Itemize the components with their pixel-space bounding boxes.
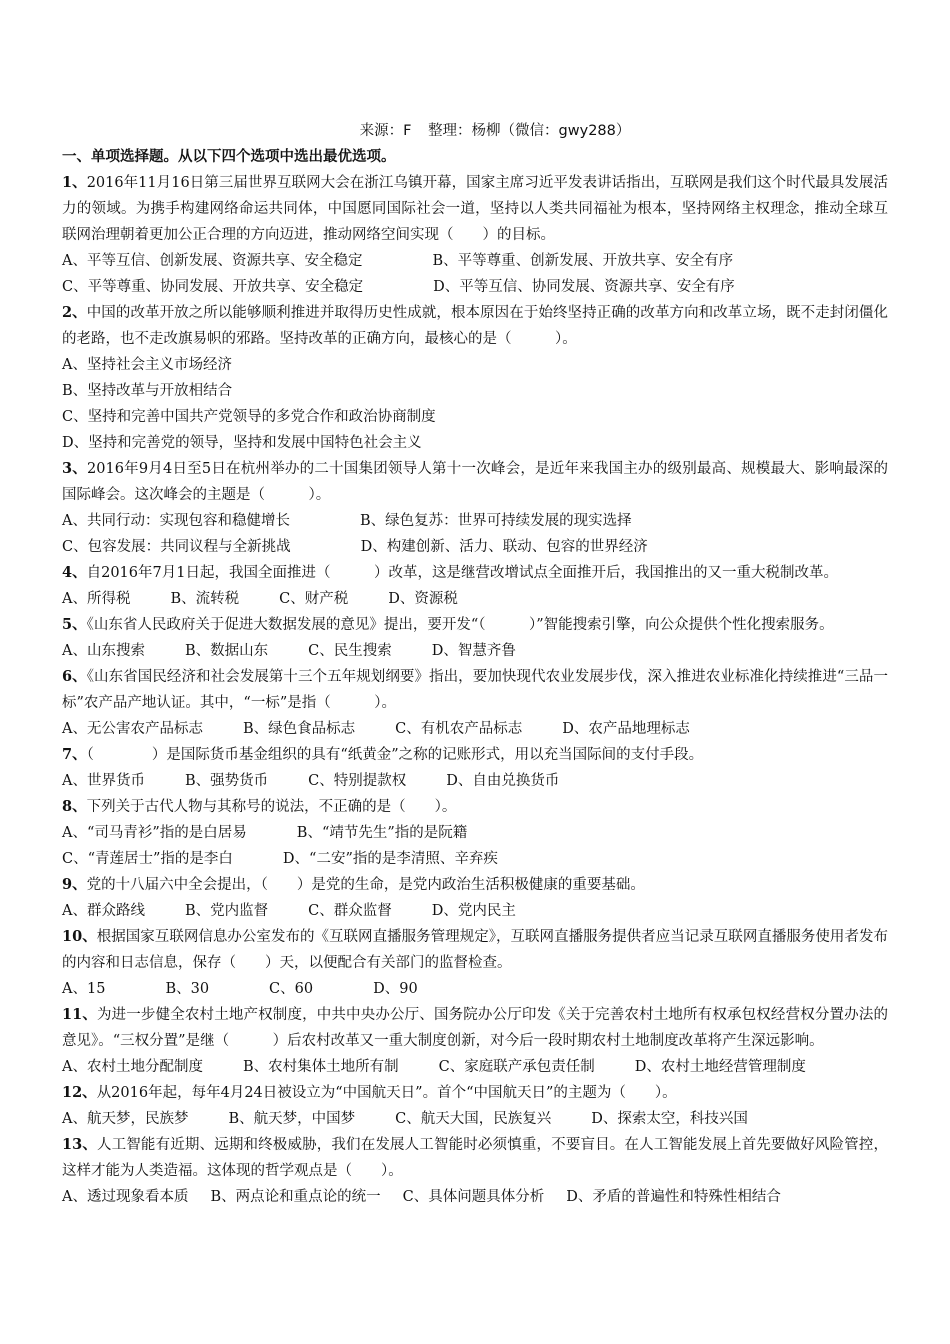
answer-option: C、特别提款权: [308, 773, 407, 789]
answer-option: C、坚持和完善中国共产党领导的多党合作和政治协商制度: [62, 409, 436, 425]
answer-option: C、“青莲居士”指的是李白: [62, 851, 233, 867]
answer-option: A、山东搜索: [62, 643, 145, 659]
question-number: 5、: [62, 616, 87, 633]
answer-option: B、数据山东: [184, 643, 269, 659]
option-line: [62, 716, 888, 742]
answer-option: A、世界货币: [62, 773, 145, 789]
option-line: [62, 508, 888, 534]
question-text: 2016年9月4日至5日在杭州举办的二十国集团领导人第十一次峰会，是近年来我国主办的级别最高、规模最大、影响最深的国际峰会。这次峰会的主题是（ ）。: [62, 461, 889, 503]
option-line: [62, 820, 888, 846]
answer-option: B、平等尊重、创新发展、开放共享、安全有序: [432, 253, 734, 269]
question-text: 党的十八届六中全会提出，（ ）是党的生命，是党内政治生活积极健康的重要基础。: [86, 877, 645, 893]
compiler-label: 整理：杨柳（微信：gwy288）: [428, 123, 631, 139]
question: [62, 872, 888, 898]
question-text: 2016年11月16日第三届世界互联网大会在浙江乌镇开幕，国家主席习近平发表讲话指出，互联网是我们这个时代最具发展活力的领域。为携手构建网络命运共同体，中国愿同国际社会一道，坚持以人类共同福祉为根本，坚持网络主权理念，推动全球互联网治理朝着更加公正合理的方向迈进，推动网络空间实现（ ）的目标。: [62, 175, 888, 243]
answer-option: D、矛盾的普遍性和特殊性相结合: [566, 1189, 781, 1205]
option-line: [62, 1106, 888, 1132]
answer-option: B、农村集体土地所有制: [242, 1059, 399, 1075]
answer-option: A、农村土地分配制度: [62, 1059, 203, 1075]
option-line: [62, 430, 888, 456]
option-line: [62, 378, 888, 404]
answer-option: B、流转税: [170, 591, 240, 607]
question: [62, 1132, 888, 1184]
answer-option: A、无公害农产品标志: [62, 721, 203, 737]
answer-option: C、有机农产品标志: [395, 721, 523, 737]
question-number: 7、: [62, 746, 87, 763]
question: [62, 664, 888, 716]
question-number: 2、: [62, 304, 87, 321]
option-line: [62, 586, 888, 612]
answer-option: B、两点论和重点论的统一: [210, 1189, 381, 1205]
answer-option: D、农村土地经营管理制度: [634, 1059, 806, 1075]
answer-option: A、群众路线: [62, 903, 145, 919]
question-text: 中国的改革开放之所以能够顺利推进并取得历史性成就，根本原因在于始终坚持正确的改革方向和改革立场，既不走封闭僵化的老路，也不走改旗易帜的邪路。坚持改革的正确方向，最核心的是（ ）。: [62, 305, 888, 347]
answer-option: C、航天大国，民族复兴: [395, 1111, 552, 1127]
section-title: 一、单项选择题。从以下四个选项中选出最优选项。: [62, 149, 396, 165]
answer-option: B、航天梦，中国梦: [228, 1111, 356, 1127]
answer-option: C、群众监督: [308, 903, 392, 919]
answer-option: A、所得税: [62, 591, 131, 607]
source-header: [62, 118, 888, 144]
answer-option: B、党内监督: [184, 903, 269, 919]
question-text: 《山东省人民政府关于促进大数据发展的意见》提出，要开发“（ ）”智能搜索引擎，向公众提供个性化搜索服务。: [86, 617, 834, 633]
answer-option: D、“二安”指的是李清照、辛弃疾: [282, 851, 498, 867]
answer-option: D、构建创新、活力、联动、包容的世界经济: [360, 539, 648, 555]
question: [62, 1080, 888, 1106]
option-line: [62, 976, 888, 1002]
question: [62, 300, 888, 352]
answer-option: B、坚持改革与开放相结合: [62, 383, 233, 399]
question-text: 人工智能有近期、远期和终极威胁，我们在发展人工智能时必须慎重，不要盲目。在人工智能发展上首先要做好风险管控，这样才能为人类造福。这体现的哲学观点是（ ）。: [62, 1137, 888, 1179]
answer-option: A、共同行动：实现包容和稳健增长: [62, 513, 290, 529]
option-line: [62, 248, 888, 274]
answer-option: B、绿色复苏：世界可持续发展的现实选择: [359, 513, 632, 529]
question-number: 4、: [62, 564, 87, 581]
question-number: 10、: [62, 928, 97, 945]
question-text: 自2016年7月1日起，我国全面推进（ ）改革，这是继营改增试点全面推开后，我国推出的又一重大税制改革。: [86, 565, 838, 581]
answer-option: A、15: [62, 981, 106, 997]
answer-option: A、“司马青衫”指的是白居易: [62, 825, 247, 841]
question-number: 9、: [62, 876, 87, 893]
question-list: [62, 170, 888, 1210]
question-number: 1、: [62, 174, 87, 191]
option-line: [62, 1054, 888, 1080]
answer-option: D、智慧齐鲁: [431, 643, 516, 659]
answer-option: A、航天梦，民族梦: [62, 1111, 189, 1127]
answer-option: D、探索太空，科技兴国: [591, 1111, 748, 1127]
answer-option: A、坚持社会主义市场经济: [62, 357, 232, 373]
answer-option: D、党内民主: [431, 903, 516, 919]
option-line: [62, 534, 888, 560]
question-text: （ ）是国际货币基金组织的具有“纸黄金”之称的记账形式，用以充当国际间的支付手段。: [86, 747, 704, 763]
answer-option: C、平等尊重、协同发展、开放共享、安全稳定: [62, 279, 364, 295]
question-text: 从2016年起，每年4月24日被设立为“中国航天日”。首个“中国航天日”的主题为（ ）。: [96, 1085, 677, 1101]
answer-option: D、资源税: [388, 591, 458, 607]
answer-option: C、包容发展：共同议程与全新挑战: [62, 539, 291, 555]
question: [62, 456, 888, 508]
question-number: 8、: [62, 798, 87, 815]
question-number: 3、: [62, 460, 88, 477]
question: [62, 794, 888, 820]
answer-option: C、家庭联产承包责任制: [438, 1059, 595, 1075]
answer-option: D、90: [373, 981, 418, 997]
answer-option: D、坚持和完善党的领导，坚持和发展中国特色社会主义: [62, 435, 422, 451]
option-line: [62, 352, 888, 378]
question: [62, 742, 888, 768]
source-label: 来源：F: [359, 123, 412, 139]
question: [62, 560, 888, 586]
option-line: [62, 1184, 888, 1210]
option-line: [62, 846, 888, 872]
document-page: [62, 118, 888, 1210]
question: [62, 612, 888, 638]
answer-option: D、平等互信、协同发展、资源共享、安全有序: [433, 279, 735, 295]
question: [62, 1002, 888, 1054]
answer-option: C、财产税: [279, 591, 349, 607]
option-line: [62, 768, 888, 794]
answer-option: A、透过现象看本质: [62, 1189, 189, 1205]
question-number: 11、: [62, 1006, 97, 1023]
option-line: [62, 638, 888, 664]
question-text: 为进一步健全农村土地产权制度，中共中央办公厅、国务院办公厅印发《关于完善农村土地所有权承包权经营权分置办法的意见》。“三权分置”是继（ ）后农村改革又一重大制度创新，对今后一段时期农村土地制度改革将产生深远影响。: [62, 1007, 888, 1049]
question: [62, 924, 888, 976]
question-number: 6、: [62, 668, 87, 685]
answer-option: D、自由兑换货币: [446, 773, 560, 789]
answer-option: C、60: [269, 981, 314, 997]
option-line: [62, 404, 888, 430]
answer-option: C、民生搜索: [308, 643, 392, 659]
option-line: [62, 274, 888, 300]
answer-option: B、30: [165, 981, 210, 997]
answer-option: B、绿色食品标志: [242, 721, 356, 737]
answer-option: B、“靖节先生”指的是阮籍: [296, 825, 468, 841]
answer-option: C、具体问题具体分析: [402, 1189, 545, 1205]
option-line: [62, 898, 888, 924]
answer-option: D、农产品地理标志: [562, 721, 690, 737]
question-text: 下列关于古代人物与其称号的说法，不正确的是（ ）。: [86, 799, 457, 815]
question-number: 12、: [62, 1084, 97, 1101]
question-number: 13、: [62, 1136, 97, 1153]
question: [62, 170, 888, 248]
answer-option: A、平等互信、创新发展、资源共享、安全稳定: [62, 253, 363, 269]
question-text: 《山东省国民经济和社会发展第十三个五年规划纲要》指出，要加快现代农业发展步伐，深入推进农业标准化持续推进“三品一标”农产品产地认证。其中，“一标”是指（ ）。: [62, 669, 888, 711]
answer-option: B、强势货币: [184, 773, 269, 789]
question-text: 根据国家互联网信息办公室发布的《互联网直播服务管理规定》，互联网直播服务提供者应当记录互联网直播服务使用者发布的内容和日志信息，保存（ ）天，以便配合有关部门的监督检查。: [62, 929, 888, 971]
